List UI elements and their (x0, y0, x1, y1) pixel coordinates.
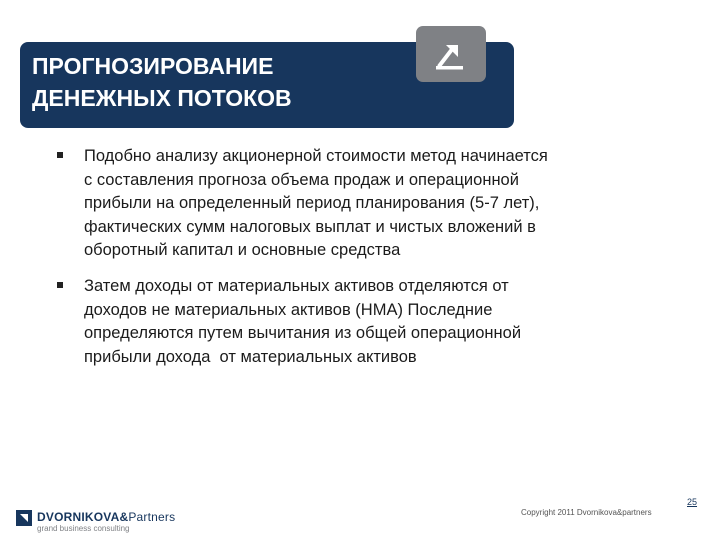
bullet-1-line-3: прибыли на определенный период планирования (5-7 лет), (84, 194, 540, 212)
slide-title-line-1: ПРОГНОЗИРОВАНИЕ (32, 53, 274, 79)
slide-title-line-2: ДЕНЕЖНЫХ ПОТОКОВ (32, 85, 292, 111)
link-badge[interactable] (416, 26, 486, 82)
arrow-up-right-icon (436, 37, 466, 71)
logo-tagline: grand business consulting (37, 524, 130, 533)
bullet-text-2 (84, 275, 684, 369)
logo-brand (37, 510, 175, 524)
bullet-2-line-2: доходов не материальных активов (НМА) Последние (84, 300, 493, 319)
bullet-marker (57, 282, 63, 288)
logo-brand-name: DVORNIKOVA& (37, 510, 129, 524)
bullet-1-line-2: с составления прогноза объема продаж и операционной (84, 170, 519, 189)
page-number[interactable]: 25 (687, 497, 698, 507)
logo-partners: Partners (128, 510, 176, 524)
bullet-text-1 (84, 145, 684, 263)
bullet-2-line-4: прибыли дохода от материальных активов (84, 347, 417, 366)
bullet-2-line-3: определяются путем вычитания из общей операционной (84, 324, 522, 342)
bullet-1-line-4: фактических сумм налоговых выплат и чистых вложений в (84, 217, 536, 236)
bullet-marker (57, 152, 63, 158)
bullet-1-line-1: Подобно анализу акционерной стоимости метод начинается (84, 147, 548, 165)
bullet-1-line-5: оборотный капитал и основные средства (84, 241, 401, 259)
bullet-2-line-1: Затем доходы от материальных активов отделяются от (84, 277, 509, 295)
logo-mark-icon (16, 510, 32, 526)
slide-title (32, 50, 412, 114)
copyright-notice: Copyright 2011 Dvornikova&partners (521, 508, 652, 517)
